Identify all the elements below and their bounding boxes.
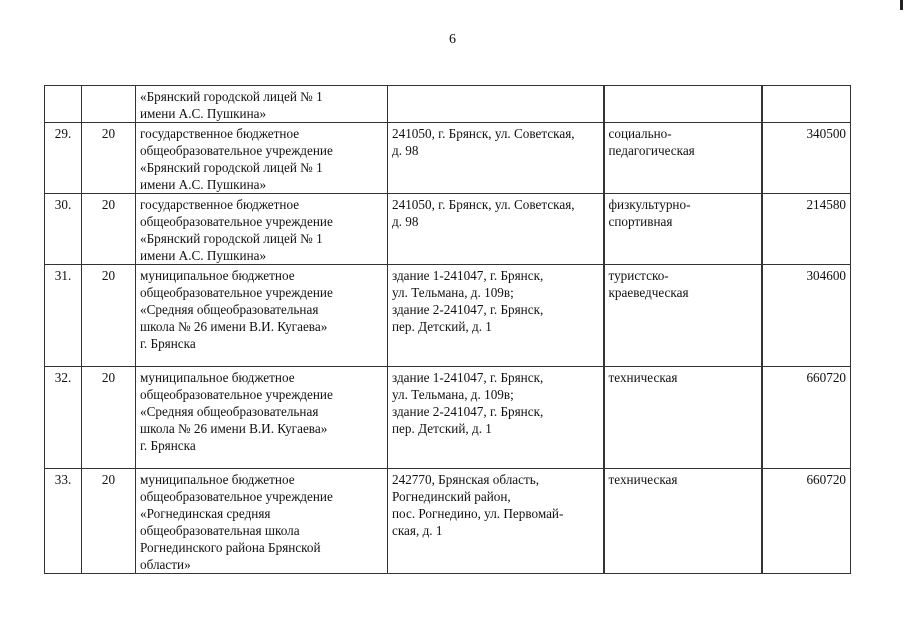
cell-text: техническая <box>608 370 678 385</box>
cell-text: Рогнединский район, <box>392 489 511 504</box>
cell-text: 241050, г. Брянск, ул. Советская, <box>392 126 575 141</box>
address-cell <box>388 265 604 367</box>
cell-text: общеобразовательное учреждение <box>140 285 333 300</box>
code-cell <box>82 194 136 265</box>
table-row <box>45 86 851 123</box>
address-cell <box>388 469 604 574</box>
institution-name-cell <box>136 123 388 194</box>
cell-text: общеобразовательное учреждение <box>140 489 333 504</box>
direction-cell <box>604 123 762 194</box>
cell-text: туристско- <box>608 268 669 283</box>
row-number-cell <box>45 265 82 367</box>
institution-name-cell <box>136 194 388 265</box>
cell-text: муниципальное бюджетное <box>140 370 295 385</box>
page-number: 6 <box>449 32 456 47</box>
institution-name-cell <box>136 367 388 469</box>
cell-text: 31. <box>54 268 72 283</box>
direction-cell <box>604 367 762 469</box>
amount-cell <box>762 265 851 367</box>
cell-text: общеобразовательное учреждение <box>140 214 333 229</box>
cell-text: 20 <box>101 268 116 283</box>
cell-text: 20 <box>101 370 116 385</box>
table-body <box>45 86 851 574</box>
cell-text: «Средняя общеобразовательная <box>140 404 319 419</box>
cell-text: 214580 <box>806 197 846 212</box>
code-cell <box>82 86 136 123</box>
cell-text: социально- <box>608 126 672 141</box>
address-cell <box>388 367 604 469</box>
row-number-cell <box>45 86 82 123</box>
table-row <box>45 123 851 194</box>
cell-text: спортивная <box>608 214 673 229</box>
cell-text: «Средняя общеобразовательная <box>140 302 319 317</box>
cell-text: 20 <box>101 126 116 141</box>
cell-text: области» <box>140 557 191 572</box>
cell-text: 660720 <box>806 370 846 385</box>
cell-text: «Брянский городской лицей № 1 <box>140 231 323 246</box>
cell-text: здание 2-241047, г. Брянск, <box>392 302 544 317</box>
cell-text: краеведческая <box>608 285 689 300</box>
cell-text: 242770, Брянская область, <box>392 472 540 487</box>
cell-text: ул. Тельмана, д. 109в; <box>392 387 514 402</box>
cell-text: пер. Детский, д. 1 <box>392 319 492 334</box>
amount-cell <box>762 469 851 574</box>
cell-text: «Рогнединская средняя <box>140 506 271 521</box>
cell-text: ская, д. 1 <box>392 523 443 538</box>
cell-text: 32. <box>54 370 72 385</box>
table-row <box>45 367 851 469</box>
cell-text: муниципальное бюджетное <box>140 268 295 283</box>
cell-text: 660720 <box>806 472 846 487</box>
cell-text: ул. Тельмана, д. 109в; <box>392 285 514 300</box>
institutions-table <box>44 85 851 574</box>
address-cell <box>388 86 604 123</box>
institution-name-cell <box>136 265 388 367</box>
cell-text: государственное бюджетное <box>140 197 300 212</box>
cell-text: имени А.С. Пушкина» <box>140 177 267 192</box>
table-row <box>45 265 851 367</box>
cell-text: 20 <box>101 472 116 487</box>
cell-text: пер. Детский, д. 1 <box>392 421 492 436</box>
direction-cell <box>604 194 762 265</box>
cell-text: физкультурно- <box>608 197 691 212</box>
direction-cell <box>604 86 762 123</box>
cell-text: муниципальное бюджетное <box>140 472 295 487</box>
cell-text: д. 98 <box>392 143 419 158</box>
cell-text: «Брянский городской лицей № 1 <box>140 160 323 175</box>
institution-name-cell <box>136 86 388 123</box>
cell-text: здание 2-241047, г. Брянск, <box>392 404 544 419</box>
row-number-cell <box>45 123 82 194</box>
cell-text: государственное бюджетное <box>140 126 300 141</box>
scan-mark <box>900 0 903 10</box>
table-row <box>45 469 851 574</box>
amount-cell <box>762 86 851 123</box>
cell-text: г. Брянска <box>140 336 196 351</box>
direction-cell <box>604 469 762 574</box>
code-cell <box>82 469 136 574</box>
amount-cell <box>762 367 851 469</box>
cell-text: педагогическая <box>608 143 695 158</box>
cell-text: техническая <box>608 472 678 487</box>
amount-cell <box>762 194 851 265</box>
cell-text: д. 98 <box>392 214 419 229</box>
cell-text: школа № 26 имени В.И. Кугаева» <box>140 319 328 334</box>
cell-text: 33. <box>54 472 72 487</box>
row-number-cell <box>45 469 82 574</box>
address-cell <box>388 123 604 194</box>
cell-text: 20 <box>101 197 116 212</box>
cell-text: 241050, г. Брянск, ул. Советская, <box>392 197 575 212</box>
row-number-cell <box>45 367 82 469</box>
cell-text: 30. <box>54 197 72 212</box>
cell-text: школа № 26 имени В.И. Кугаева» <box>140 421 328 436</box>
address-cell <box>388 194 604 265</box>
cell-text: здание 1-241047, г. Брянск, <box>392 370 544 385</box>
cell-text: общеобразовательное учреждение <box>140 143 333 158</box>
cell-text: 340500 <box>806 126 846 141</box>
cell-text: пос. Рогнедино, ул. Первомай- <box>392 506 564 521</box>
cell-text: общеобразовательная школа <box>140 523 300 538</box>
cell-text: Рогнединского района Брянской <box>140 540 321 555</box>
cell-text: «Брянский городской лицей № 1 <box>140 89 323 104</box>
direction-cell <box>604 265 762 367</box>
cell-text: 304600 <box>806 268 846 283</box>
code-cell <box>82 123 136 194</box>
code-cell <box>82 367 136 469</box>
cell-text: имени А.С. Пушкина» <box>140 248 267 263</box>
cell-text: 29. <box>54 126 72 141</box>
amount-cell <box>762 123 851 194</box>
cell-text: здание 1-241047, г. Брянск, <box>392 268 544 283</box>
cell-text: общеобразовательное учреждение <box>140 387 333 402</box>
code-cell <box>82 265 136 367</box>
table-row <box>45 194 851 265</box>
row-number-cell <box>45 194 82 265</box>
institution-name-cell <box>136 469 388 574</box>
cell-text: г. Брянска <box>140 438 196 453</box>
cell-text: имени А.С. Пушкина» <box>140 106 267 121</box>
